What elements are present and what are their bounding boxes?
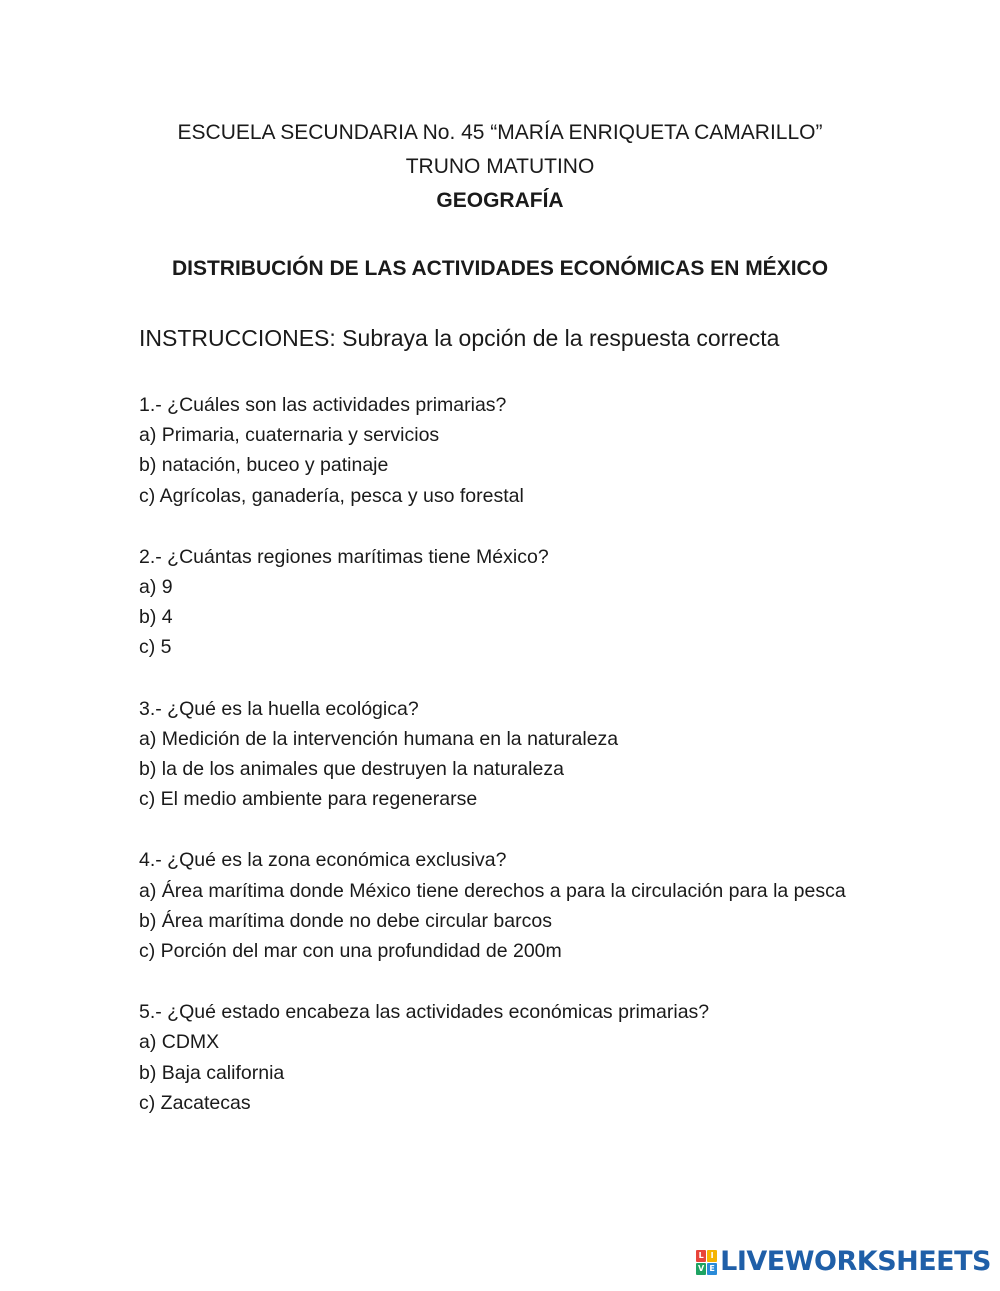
question-prompt: 3.- ¿Qué es la huella ecológica?	[139, 697, 419, 720]
answer-option-a[interactable]: a) Área marítima donde México tiene derechos a para la circulación para la pesca	[139, 879, 846, 902]
page-title: DISTRIBUCIÓN DE LAS ACTIVIDADES ECONÓMICAS EN MÉXICO	[171, 257, 829, 280]
answer-option-c[interactable]: c) 5	[139, 636, 172, 659]
answer-option-b[interactable]: b) natación, buceo y patinaje	[139, 454, 389, 477]
logo-letter-v: V	[698, 1264, 705, 1273]
question-prompt: 2.- ¿Cuántas regiones marítimas tiene México?	[139, 545, 549, 568]
answer-option-c[interactable]: c) Zacatecas	[139, 1091, 251, 1114]
brand-name: LIVEWORKSHEETS	[720, 1246, 991, 1277]
answer-option-b[interactable]: b) Área marítima donde no debe circular barcos	[139, 909, 552, 932]
question-1	[139, 390, 859, 511]
answer-option-b[interactable]: b) Baja california	[139, 1061, 285, 1084]
answer-option-a[interactable]: a) 9	[139, 576, 173, 599]
school-name: ESCUELA SECUNDARIA No. 45 “MARÍA ENRIQUETA CAMARILLO”	[177, 121, 823, 144]
answer-option-a[interactable]: a) Primaria, cuaternaria y servicios	[139, 424, 440, 447]
logo-letter-i: I	[707, 1250, 717, 1262]
liveworksheets-logo-icon	[696, 1250, 717, 1275]
subject-label: GEOGRAFÍA	[436, 189, 564, 212]
logo-letter-l: L	[696, 1250, 706, 1262]
logo-letter-e: E	[707, 1263, 717, 1275]
answer-option-a[interactable]: a) Medición de la intervención humana en la naturaleza	[139, 727, 619, 750]
answer-option-b[interactable]: b) 4	[139, 606, 173, 629]
answer-option-c[interactable]: c) El medio ambiente para regenerarse	[139, 788, 478, 811]
question-5	[139, 997, 859, 1118]
liveworksheets-logo	[696, 1247, 991, 1277]
question-prompt: 4.- ¿Qué es la zona económica exclusiva?	[139, 849, 507, 872]
answer-option-a[interactable]: a) CDMX	[139, 1031, 220, 1054]
question-list	[139, 390, 859, 1149]
answer-option-c[interactable]: c) Agrícolas, ganadería, pesca y uso forestal	[139, 484, 524, 507]
shift-label: TRUNO MATUTINO	[405, 155, 595, 178]
header	[0, 116, 1000, 218]
question-2	[139, 542, 859, 663]
answer-option-c[interactable]: c) Porción del mar con una profundidad de 200m	[139, 940, 562, 963]
question-3	[139, 694, 859, 815]
question-4	[139, 845, 859, 966]
answer-option-b[interactable]: b) la de los animales que destruyen la naturaleza	[139, 758, 564, 781]
question-prompt: 1.- ¿Cuáles son las actividades primarias?	[139, 394, 507, 416]
question-prompt: 5.- ¿Qué estado encabeza las actividades económicas primarias?	[139, 1001, 710, 1024]
instructions: INSTRUCCIONES: Subraya la opción de la respuesta correcta	[139, 325, 780, 351]
